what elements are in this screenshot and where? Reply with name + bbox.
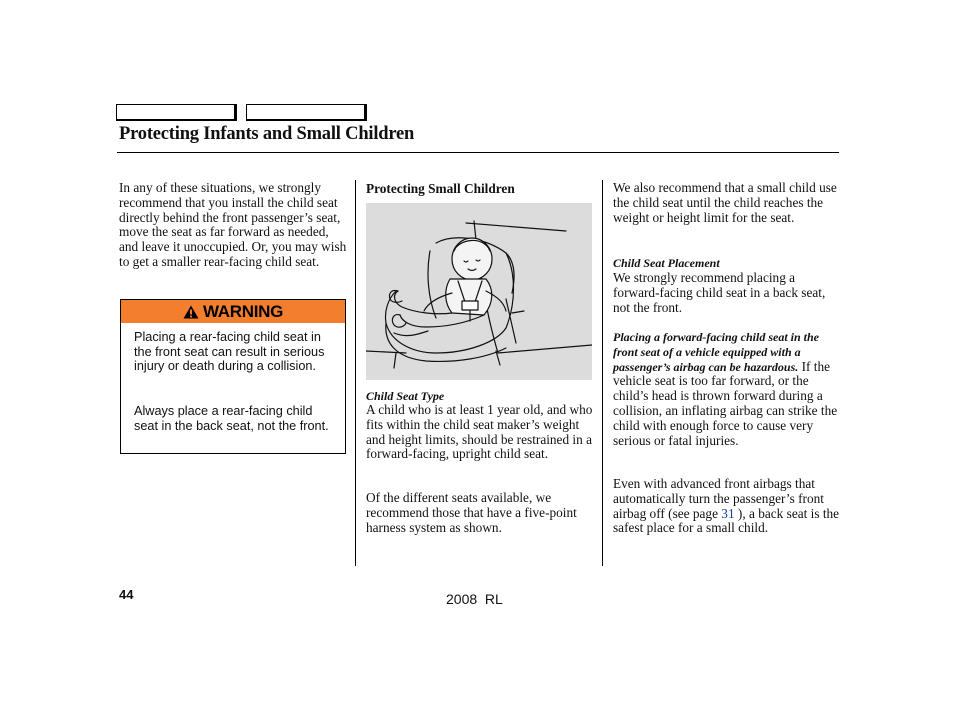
child-in-seat-image xyxy=(366,203,592,380)
column-divider-1 xyxy=(355,180,356,566)
nav-tab-right[interactable] xyxy=(246,104,367,121)
paragraph: We also recommend that a small child use the child seat until the child reaches the weight or height limit for the seat. xyxy=(613,180,837,225)
warning-text: Placing a rear-facing child seat in the front seat can result in serious injury or death during a collision. xyxy=(134,330,325,374)
title-divider xyxy=(117,152,839,153)
hazard-body-text: If the vehicle seat is too far forward, or the child’s head is thrown forward during a collision, an inflating airbag can strike the child with enough force to cause very serious or fatal injuries. xyxy=(613,358,838,448)
intro-paragraph: In any of these situations, we strongly recommend that you install the child seat directly behind the front passenger’s seat, move the seat as far forward as needed, and leave it unoccupied. Or, you may wish to get a smaller rear-facing child seat. xyxy=(119,180,347,269)
warning-label: WARNING xyxy=(202,301,284,321)
child-seat-illustration xyxy=(366,203,592,380)
page-title: Protecting Infants and Small Children xyxy=(119,124,415,144)
paragraph-text: Even with advanced front airbags that automatically turn the passenger’s front airbag off (see page xyxy=(613,476,824,521)
column-divider-2 xyxy=(602,180,603,566)
warning-text: Always place a rear-facing child seat in the back seat, not the front. xyxy=(134,404,329,433)
paragraph: Of the different seats available, we recommend those that have a five-point harness system as shown. xyxy=(366,490,577,535)
subheading-child-seat-type: Child Seat Type xyxy=(366,389,445,403)
paragraph-text: ), a back seat is the safest place for a small child. xyxy=(613,505,840,536)
airbag-hazard-paragraph xyxy=(613,330,843,448)
warning-header xyxy=(121,300,345,323)
warning-box xyxy=(120,299,346,454)
nav-tab-left[interactable] xyxy=(116,104,237,121)
hazard-lead-text: Placing a forward-facing child seat in the front seat of a vehicle equipped with a passenger’s airbag can be hazardous. xyxy=(613,330,820,374)
paragraph: A child who is at least 1 year old, and who fits within the child seat maker’s weight and height limits, should be restrained in a forward-facing, upright child seat. xyxy=(366,402,593,462)
section-heading: Protecting Small Children xyxy=(366,181,515,196)
page-reference-link[interactable]: 31 xyxy=(721,505,735,521)
warning-triangle-icon xyxy=(183,305,199,319)
footer-model: 2008 RL xyxy=(446,591,503,607)
paragraph xyxy=(613,477,843,536)
page-number: 44 xyxy=(119,587,134,602)
paragraph: We strongly recommend placing a forward-facing child seat in a back seat, not the front. xyxy=(613,270,826,315)
subheading-child-seat-placement: Child Seat Placement xyxy=(613,256,720,270)
